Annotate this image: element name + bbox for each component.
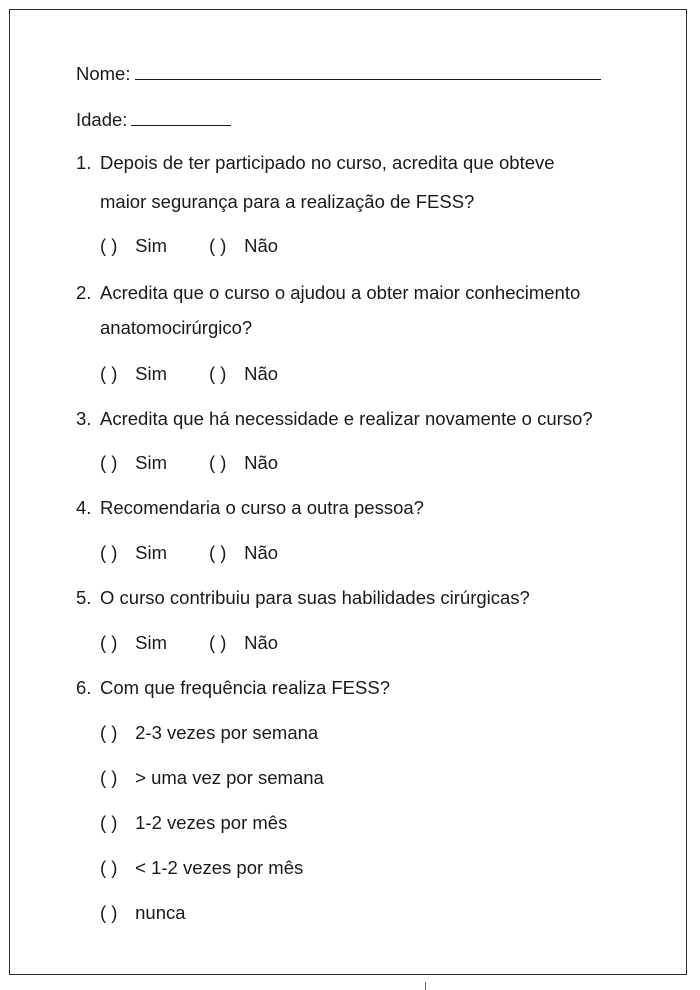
age-field-row (76, 108, 231, 132)
option-label: Não (244, 363, 279, 384)
checkbox-glyph: ( ) (100, 452, 118, 473)
checkbox-glyph: ( ) (100, 767, 118, 788)
question-4-text-line1: Recomendaria o curso a outra pessoa? (100, 497, 424, 518)
option-label: nunca (135, 902, 186, 923)
question-2-text-line1: Acredita que o curso o ajudou a obter maior conhecimento (100, 282, 581, 303)
question-5-text-line1: O curso contribuiu para suas habilidades cirúrgicas? (100, 587, 530, 608)
name-field-row (76, 62, 601, 86)
option-label: Não (244, 452, 279, 473)
checkbox-glyph: ( ) (209, 632, 227, 653)
question-3-option-nao[interactable] (209, 451, 278, 475)
question-5-number: 5. (76, 587, 92, 608)
question-4-option-nao[interactable] (209, 541, 278, 565)
option-label: 1-2 vezes por mês (135, 812, 288, 833)
checkbox-glyph: ( ) (209, 452, 227, 473)
checkbox-glyph: ( ) (100, 722, 118, 743)
option-label: Sim (135, 632, 168, 653)
checkbox-glyph: ( ) (100, 235, 118, 256)
question-6-option-5[interactable] (100, 901, 186, 925)
page-edge-mark (425, 982, 431, 990)
name-blank-line[interactable] (135, 63, 601, 80)
option-label: 2-3 vezes por semana (135, 722, 319, 743)
checkbox-glyph: ( ) (209, 363, 227, 384)
question-1-option-nao[interactable] (209, 234, 278, 258)
question-6-option-2[interactable] (100, 766, 324, 790)
question-2-number: 2. (76, 282, 92, 303)
option-label: < 1-2 vezes por mês (135, 857, 304, 878)
question-1-text-line1: Depois de ter participado no curso, acredita que obteve (100, 152, 555, 173)
question-5-option-nao[interactable] (209, 631, 278, 655)
question-6-text-line1: Com que frequência realiza FESS? (100, 677, 390, 698)
checkbox-glyph: ( ) (209, 235, 227, 256)
question-6-option-3[interactable] (100, 811, 287, 835)
question-1-number: 1. (76, 152, 92, 173)
checkbox-glyph: ( ) (100, 857, 118, 878)
checkbox-glyph: ( ) (100, 542, 118, 563)
question-5-option-sim[interactable] (100, 631, 167, 655)
option-label: Não (244, 632, 279, 653)
option-label: Não (244, 542, 279, 563)
question-2-text-line2: anatomocirúrgico? (100, 317, 253, 338)
checkbox-glyph: ( ) (100, 632, 118, 653)
age-label: Idade: (76, 109, 128, 130)
question-4-number: 4. (76, 497, 92, 518)
option-label: Sim (135, 542, 168, 563)
question-2-option-sim[interactable] (100, 362, 167, 386)
age-blank-line[interactable] (131, 109, 231, 126)
question-3-number: 3. (76, 408, 92, 429)
question-1-text-line2: maior segurança para a realização de FESS? (100, 191, 475, 212)
checkbox-glyph: ( ) (100, 363, 118, 384)
question-3-option-sim[interactable] (100, 451, 167, 475)
option-label: Sim (135, 235, 168, 256)
question-1-option-sim[interactable] (100, 234, 167, 258)
name-label: Nome: (76, 63, 131, 84)
checkbox-glyph: ( ) (209, 542, 227, 563)
option-label: Sim (135, 452, 168, 473)
option-label: Não (244, 235, 279, 256)
question-6-option-4[interactable] (100, 856, 303, 880)
checkbox-glyph: ( ) (100, 902, 118, 923)
option-label: > uma vez por semana (135, 767, 324, 788)
question-6-option-1[interactable] (100, 721, 318, 745)
question-3-text-line1: Acredita que há necessidade e realizar novamente o curso? (100, 408, 593, 429)
question-2-option-nao[interactable] (209, 362, 278, 386)
checkbox-glyph: ( ) (100, 812, 118, 833)
option-label: Sim (135, 363, 168, 384)
question-6-number: 6. (76, 677, 92, 698)
question-4-option-sim[interactable] (100, 541, 167, 565)
